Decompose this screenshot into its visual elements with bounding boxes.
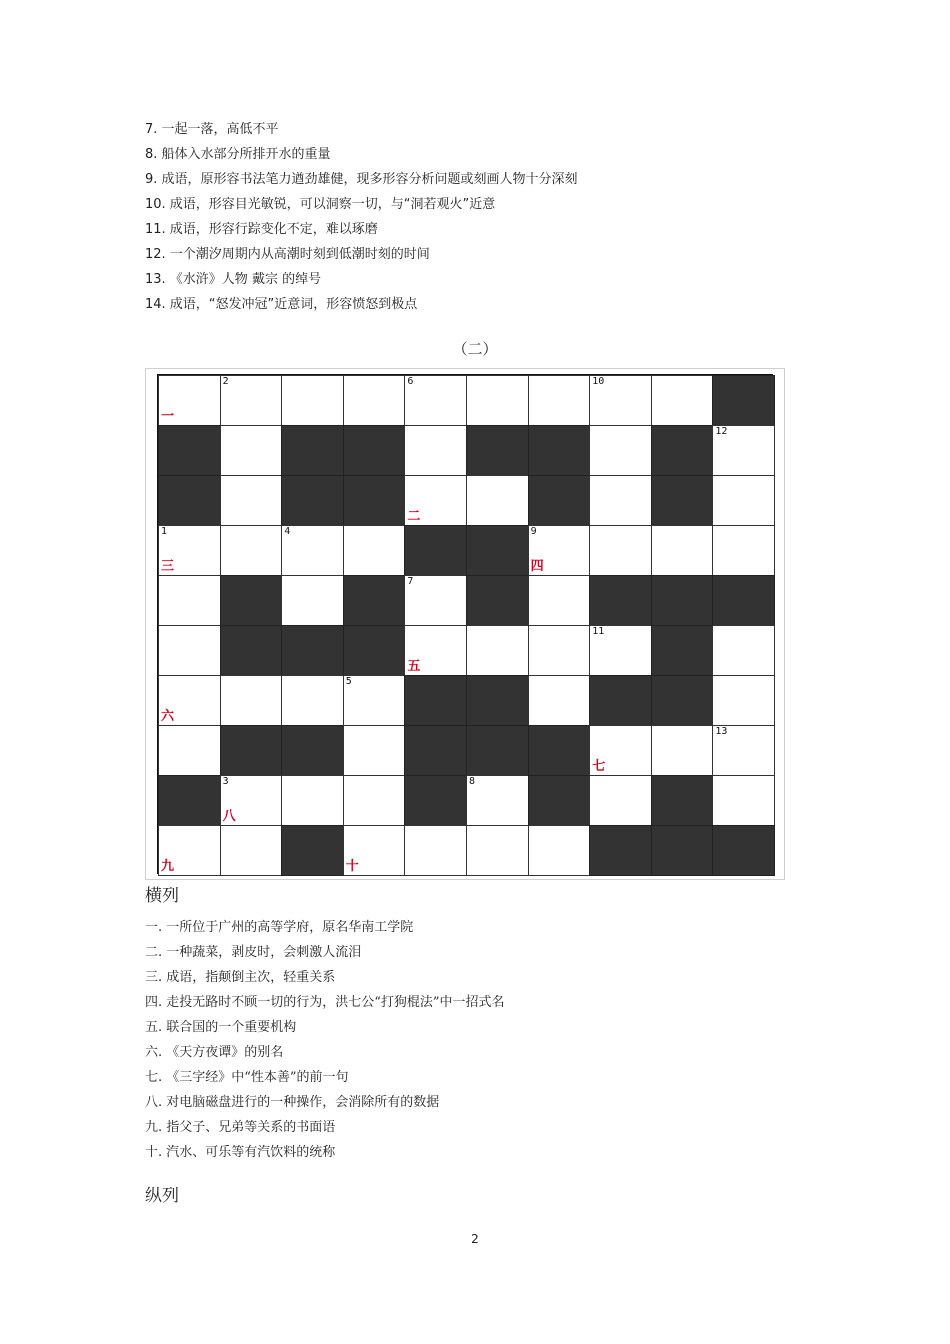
down-clue-7: 7. 一起一落，高低不平 [145, 122, 279, 137]
grid-cell-black [589, 575, 652, 626]
down-clue-10: 10. 成语，形容目光敏锐，可以洞察一切，与“洞若观火”近意 [145, 197, 496, 212]
down-heading: 纵列 [145, 1186, 179, 1206]
cell-number: 9 [530, 526, 537, 537]
cell-number: 6 [407, 376, 414, 387]
grid-cell-black [220, 575, 283, 626]
grid-cell-black [404, 725, 467, 776]
grid-cell-7-7[interactable] [589, 725, 652, 776]
grid-cell-9-6[interactable] [528, 825, 591, 876]
grid-cell-0-2[interactable] [281, 375, 344, 426]
grid-cell-2-9[interactable] [712, 475, 775, 526]
grid-cell-3-0[interactable] [158, 525, 221, 576]
grid-cell-black [281, 725, 344, 776]
across-clue-7: 七. 《三字经》中“性本善”的前一句 [145, 1070, 349, 1085]
grid-cell-black [712, 375, 775, 426]
grid-cell-6-0[interactable] [158, 675, 221, 726]
grid-cell-0-1[interactable] [220, 375, 283, 426]
grid-cell-4-0[interactable] [158, 575, 221, 626]
grid-cell-black [281, 625, 344, 676]
grid-cell-7-8[interactable] [651, 725, 714, 776]
grid-cell-black [404, 675, 467, 726]
grid-cell-1-1[interactable] [220, 425, 283, 476]
grid-cell-1-9[interactable] [712, 425, 775, 476]
section-title: （二） [452, 340, 498, 358]
grid-cell-0-8[interactable] [651, 375, 714, 426]
across-clue-marker: 七 [592, 759, 606, 774]
grid-cell-black [466, 675, 529, 726]
grid-cell-black [528, 475, 591, 526]
across-clue-marker: 十 [345, 859, 359, 874]
grid-cell-black [651, 825, 714, 876]
grid-cell-9-1[interactable] [220, 825, 283, 876]
grid-cell-0-4[interactable] [404, 375, 467, 426]
across-clue-2: 二. 一种蔬菜，剥皮时，会刺激人流泪 [145, 945, 362, 960]
grid-cell-black [712, 575, 775, 626]
grid-cell-3-8[interactable] [651, 525, 714, 576]
grid-cell-2-1[interactable] [220, 475, 283, 526]
grid-cell-4-2[interactable] [281, 575, 344, 626]
across-clue-marker: 六 [161, 709, 175, 724]
grid-cell-6-9[interactable] [712, 675, 775, 726]
grid-cell-4-6[interactable] [528, 575, 591, 626]
grid-cell-9-3[interactable] [343, 825, 406, 876]
cell-number: 4 [284, 526, 291, 537]
grid-cell-0-6[interactable] [528, 375, 591, 426]
grid-cell-7-0[interactable] [158, 725, 221, 776]
grid-cell-black [281, 825, 344, 876]
grid-cell-black [589, 825, 652, 876]
cell-number: 5 [345, 676, 352, 687]
grid-cell-black [651, 625, 714, 676]
grid-cell-1-7[interactable] [589, 425, 652, 476]
across-clue-3: 三. 成语，指颠倒主次，轻重关系 [145, 970, 336, 985]
across-clues [145, 915, 845, 1165]
grid-cell-black [651, 575, 714, 626]
grid-cell-black [343, 625, 406, 676]
across-clue-marker: 九 [161, 859, 175, 874]
grid-cell-3-2[interactable] [281, 525, 344, 576]
across-clue-marker: 八 [222, 809, 236, 824]
grid-cell-8-1[interactable] [220, 775, 283, 826]
cell-number: 13 [715, 726, 728, 737]
grid-cell-black [651, 475, 714, 526]
grid-cell-0-5[interactable] [466, 375, 529, 426]
down-clue-8: 8. 船体入水部分所排开水的重量 [145, 147, 331, 162]
across-clue-marker: 四 [530, 559, 544, 574]
page-number: 2 [471, 1232, 479, 1246]
grid-cell-1-4[interactable] [404, 425, 467, 476]
grid-cell-5-5[interactable] [466, 625, 529, 676]
grid-cell-black [528, 775, 591, 826]
grid-cell-black [343, 475, 406, 526]
grid-cell-3-3[interactable] [343, 525, 406, 576]
across-clue-4: 四. 走投无路时不顾一切的行为，洪七公“打狗棍法”中一招式名 [145, 995, 505, 1010]
across-clue-10: 十. 汽水、可乐等有汽饮料的统称 [145, 1145, 336, 1160]
grid-cell-black [466, 725, 529, 776]
grid-cell-black [158, 425, 221, 476]
grid-cell-black [589, 675, 652, 726]
grid-cell-black [712, 825, 775, 876]
down-clues-continued [145, 117, 845, 317]
grid-cell-7-9[interactable] [712, 725, 775, 776]
grid-cell-6-6[interactable] [528, 675, 591, 726]
cell-number: 12 [715, 426, 728, 437]
grid-cell-5-6[interactable] [528, 625, 591, 676]
grid-cell-black [404, 525, 467, 576]
grid-cell-black [220, 725, 283, 776]
grid-cell-5-9[interactable] [712, 625, 775, 676]
grid-cell-7-3[interactable] [343, 725, 406, 776]
grid-cell-black [466, 575, 529, 626]
grid-cell-8-5[interactable] [466, 775, 529, 826]
grid-cell-6-3[interactable] [343, 675, 406, 726]
grid-cell-black [281, 425, 344, 476]
across-clue-9: 九. 指父子、兄弟等关系的书面语 [145, 1120, 336, 1135]
across-clue-1: 一. 一所位于广州的高等学府，原名华南工学院 [145, 920, 414, 935]
cell-number: 10 [592, 376, 605, 387]
grid-cell-black [651, 425, 714, 476]
down-clue-14: 14. 成语，“怒发冲冠”近意词，形容愤怒到极点 [145, 297, 418, 312]
across-clue-marker: 二 [407, 509, 421, 524]
across-clue-marker: 五 [407, 659, 421, 674]
grid-cell-5-7[interactable] [589, 625, 652, 676]
grid-cell-black [651, 675, 714, 726]
grid-cell-5-4[interactable] [404, 625, 467, 676]
grid-cell-0-7[interactable] [589, 375, 652, 426]
cell-number: 1 [161, 526, 168, 537]
grid-cell-9-0[interactable] [158, 825, 221, 876]
grid-cell-9-4[interactable] [404, 825, 467, 876]
grid-cell-black [158, 475, 221, 526]
across-clue-8: 八. 对电脑磁盘进行的一种操作，会消除所有的数据 [145, 1095, 440, 1110]
grid-cell-6-1[interactable] [220, 675, 283, 726]
cell-number: 8 [469, 776, 476, 787]
grid-cell-4-4[interactable] [404, 575, 467, 626]
grid-cell-3-7[interactable] [589, 525, 652, 576]
cell-number: 7 [407, 576, 414, 587]
grid-cell-8-9[interactable] [712, 775, 775, 826]
grid-cell-black [220, 625, 283, 676]
grid-cell-8-2[interactable] [281, 775, 344, 826]
grid-cell-black [466, 425, 529, 476]
cell-number: 2 [222, 376, 229, 387]
grid-cell-2-7[interactable] [589, 475, 652, 526]
grid-cell-black [343, 425, 406, 476]
down-clue-11: 11. 成语，形容行踪变化不定，难以琢磨 [145, 222, 378, 237]
crossword-frame [145, 368, 785, 880]
grid-cell-9-5[interactable] [466, 825, 529, 876]
grid-cell-black [466, 525, 529, 576]
grid-cell-0-3[interactable] [343, 375, 406, 426]
crossword-grid [157, 374, 773, 874]
grid-cell-6-2[interactable] [281, 675, 344, 726]
grid-cell-black [528, 425, 591, 476]
across-clue-5: 五. 联合国的一个重要机构 [145, 1020, 297, 1035]
cell-number: 11 [592, 626, 605, 637]
down-clue-13: 13. 《水浒》人物 戴宗 的绰号 [145, 272, 322, 287]
grid-cell-8-3[interactable] [343, 775, 406, 826]
grid-cell-3-1[interactable] [220, 525, 283, 576]
across-clue-marker: 一 [161, 409, 175, 424]
grid-cell-black [404, 775, 467, 826]
grid-cell-3-6[interactable] [528, 525, 591, 576]
grid-cell-black [651, 775, 714, 826]
grid-cell-black [343, 575, 406, 626]
down-clue-12: 12. 一个潮汐周期内从高潮时刻到低潮时刻的时间 [145, 247, 430, 262]
grid-cell-black [528, 725, 591, 776]
grid-cell-2-5[interactable] [466, 475, 529, 526]
cell-number: 3 [222, 776, 229, 787]
grid-cell-3-9[interactable] [712, 525, 775, 576]
across-clue-marker: 三 [161, 559, 175, 574]
grid-cell-black [281, 475, 344, 526]
down-clue-9: 9. 成语，原形容书法笔力遒劲雄健，现多形容分析问题或刻画人物十分深刻 [145, 172, 578, 187]
grid-cell-5-0[interactable] [158, 625, 221, 676]
across-heading: 横列 [145, 886, 179, 906]
grid-cell-black [158, 775, 221, 826]
grid-cell-2-4[interactable] [404, 475, 467, 526]
grid-cell-8-7[interactable] [589, 775, 652, 826]
grid-cell-0-0[interactable] [158, 375, 221, 426]
across-clue-6: 六. 《天方夜谭》的别名 [145, 1045, 284, 1060]
